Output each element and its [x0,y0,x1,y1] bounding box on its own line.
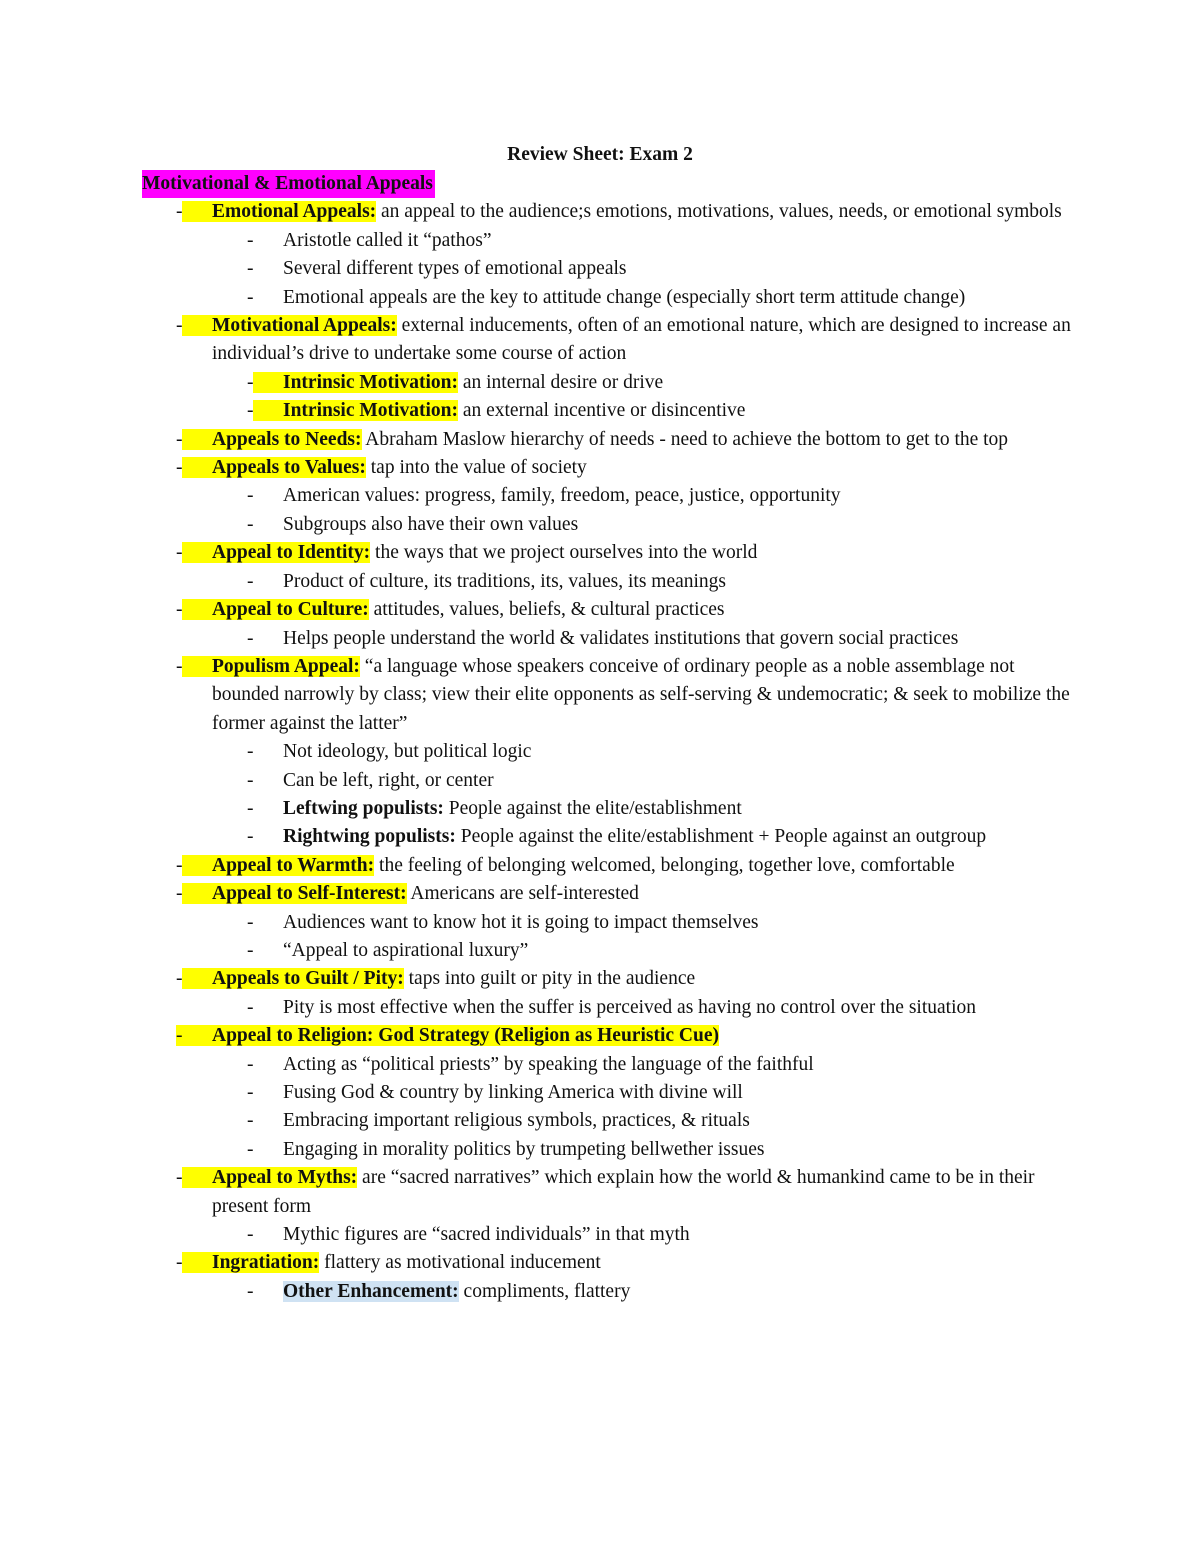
item-text: are “sacred narratives” which explain how the world & humankind came to be in their present form [212,1167,1040,1217]
bullet-dash: - [247,229,254,251]
bullet-dash: - [247,1280,254,1302]
item-text: Engaging in morality politics by trumpeting bellwether issues [283,1138,765,1160]
list-item [142,397,1072,425]
term-label: Leftwing populists: [283,797,444,819]
list-item [142,653,1075,738]
item-text: attitudes, values, beliefs, & cultural practices [368,599,725,621]
term-label: Intrinsic Motivation: [253,400,458,421]
list-item [142,482,1072,510]
item-text: American values: progress, family, freedom, peace, justice, opportunity [283,485,841,507]
list-item [142,1136,1072,1164]
bullet-list [142,198,1076,1306]
item-text: taps into guilt or pity in the audience [403,968,696,990]
list-item [142,1022,1072,1050]
bullet-dash: - [247,627,254,649]
list-item [142,937,1072,965]
bullet-dash: - [247,1082,254,1103]
item-text: an internal desire or drive [457,371,664,393]
list-item [142,738,1072,766]
list-item [142,539,1072,567]
term-label: Populism Appeal: [182,656,360,677]
list-item [142,255,1072,283]
bullet-dash: - [176,854,183,876]
bullet-dash: - [176,599,183,621]
section-heading: Motivational & Emotional Appeals [142,170,435,198]
term-label: Appeal to Self-Interest: [182,883,407,904]
bullet-dash: - [247,826,254,848]
list-item [142,1079,1072,1107]
list-item [142,625,1072,653]
bullet-dash: - [176,542,183,564]
bullet-dash: - [176,428,183,450]
item-text: the ways that we project ourselves into the world [370,542,758,564]
item-text: the feeling of belonging welcomed, belonging, together love, comfortable [374,854,955,876]
term-label: Other Enhancement: [283,1280,459,1302]
list-item [142,852,1072,880]
item-text: Not ideology, but political logic [283,741,532,763]
list-item [142,994,1072,1022]
page-title: Review Sheet: Exam 2 [507,144,693,165]
term-label: Intrinsic Motivation: [253,372,458,393]
item-text: People against the elite/establishment [443,797,742,819]
term-label: Appeal to Religion: God Strategy (Religion as Heuristic Cue) [176,1025,719,1046]
bullet-dash: - [176,315,183,337]
bullet-dash: - [247,1110,254,1132]
item-text: Helps people understand the world & validates institutions that govern social practices [283,627,959,649]
term-label: Appeal to Identity: [182,542,370,563]
item-text: Abraham Maslow hierarchy of needs - need to achieve the bottom to get to the top [361,428,1009,450]
item-text: “Appeal to aspirational luxury” [283,939,529,961]
list-item [142,426,1072,454]
bullet-dash: - [176,457,183,479]
bullet-dash: - [247,570,254,592]
list-item [142,511,1072,539]
list-item [142,369,1072,397]
item-text: compliments, flattery [458,1280,631,1302]
list-item [142,1221,1072,1249]
document-body [142,170,1076,1306]
bullet-dash: - [247,797,254,819]
term-label: Ingratiation: [182,1252,319,1273]
term-label: Appeals to Needs: [182,429,362,450]
bullet-dash: - [247,996,254,1018]
bullet-dash: - [176,1252,183,1274]
term-label: Rightwing populists: [283,826,456,848]
item-text: flattery as motivational inducement [319,1252,601,1274]
bullet-dash: - [247,400,254,422]
item-text: Audiences want to know hot it is going to impact themselves [283,911,759,933]
list-item [142,965,1072,993]
item-text: external inducements, often of an emotional nature, which are designed to increase an individual’s drive to undertake some course of action [212,315,1076,365]
list-item [142,1249,1072,1277]
bullet-dash: - [176,883,183,905]
list-item [142,767,1072,795]
term-label: Appeals to Values: [182,457,366,478]
term-label: Motivational Appeals: [182,315,397,336]
item-text: Acting as “political priests” by speaking the language of the faithful [283,1053,814,1075]
item-text: Pity is most effective when the suffer is perceived as having no control over the situation [283,996,976,1018]
item-text: Emotional appeals are the key to attitude change (especially short term attitude change) [283,286,966,308]
list-item [142,454,1072,482]
item-text: People against the elite/establishment + People against an outgroup [455,826,987,848]
item-text: Aristotle called it “pathos” [283,229,492,251]
list-item [142,596,1072,624]
term-label: Appeal to Warmth: [182,855,374,876]
term-label: Appeal to Culture: [182,599,369,620]
list-item [142,1278,1072,1306]
list-item [142,284,1072,312]
item-text: Can be left, right, or center [283,769,494,791]
list-item [142,198,1072,226]
bullet-dash: - [176,201,183,223]
bullet-dash: - [247,485,254,507]
list-item [142,1051,1072,1079]
list-item [142,795,1072,823]
bullet-dash: - [176,1167,183,1189]
item-text: an appeal to the audience;s emotions, motivations, values, needs, or emotional symbols [376,201,1062,223]
item-text: Several different types of emotional appeals [283,258,627,280]
item-text: an external incentive or disincentive [457,400,746,422]
bullet-dash: - [247,769,254,791]
bullet-dash: - [247,1224,254,1246]
item-text: Subgroups also have their own values [283,513,579,535]
item-text: Embracing important religious symbols, practices, & rituals [283,1110,750,1132]
bullet-dash: - [176,1025,183,1047]
bullet-dash: - [247,1053,254,1075]
bullet-dash: - [247,1138,254,1160]
bullet-dash: - [176,968,183,990]
list-item [142,312,1076,369]
bullet-dash: - [247,286,254,308]
list-item [142,823,1072,851]
list-item [142,1164,1072,1221]
term-label: Emotional Appeals: [182,201,376,222]
list-item [142,1107,1072,1135]
bullet-dash: - [247,371,254,393]
list-item [142,568,1072,596]
bullet-dash: - [247,258,254,280]
term-label: Appeal to Myths: [182,1167,357,1188]
term-label: Appeals to Guilt / Pity: [182,968,404,989]
bullet-dash: - [247,911,254,933]
item-text: Fusing God & country by linking America with divine will [283,1082,743,1103]
bullet-dash: - [176,655,183,677]
item-text: Mythic figures are “sacred individuals” in that myth [283,1224,690,1246]
item-text: Product of culture, its traditions, its, values, its meanings [283,570,727,592]
list-item [142,909,1072,937]
bullet-dash: - [247,741,254,763]
item-text: Americans are self-interested [406,883,639,905]
item-text: tap into the value of society [365,457,587,479]
item-text: “a language whose speakers conceive of ordinary people as a noble assemblage not bounded narrowly by class; view their elite opponents as self-serving & undemocratic; & seek to mobilize the former against the latter” [212,655,1075,734]
bullet-dash: - [247,513,254,535]
list-item [142,227,1072,255]
list-item [142,880,1072,908]
bullet-dash: - [247,939,254,961]
